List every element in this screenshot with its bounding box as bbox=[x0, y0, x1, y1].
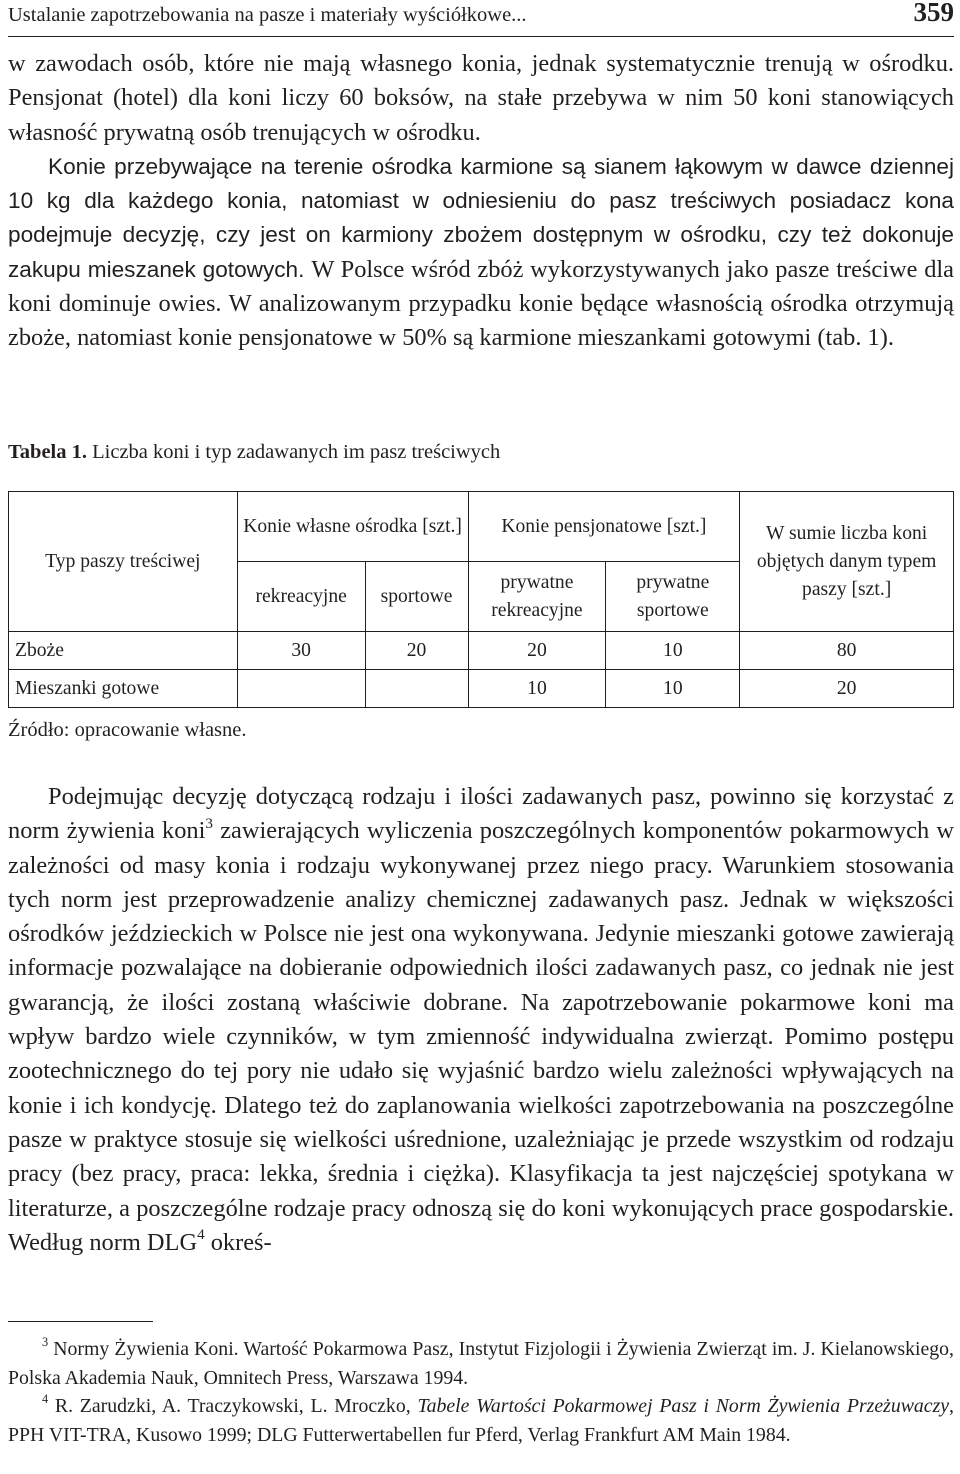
header-private-sport: prywatne sportowe bbox=[606, 562, 740, 632]
header-total: W sumie liczba koni objętych danym typem paszy [szt.] bbox=[740, 492, 954, 632]
table-row bbox=[9, 632, 954, 670]
paragraph-continuation: w zawodach osób, które nie mają własnego konia, jednak systematycznie trenują w ośrodku. Pensjonat (hotel) dla koni liczy 60 boksów, na stałe przebywa w nim 50 koni stanowiących własność prywatną osób trenujących w ośrodku. bbox=[8, 50, 954, 146]
table-container bbox=[8, 491, 954, 708]
paragraph-norms-part-c: okreś- bbox=[204, 1228, 272, 1256]
cell-value: 10 bbox=[606, 670, 740, 708]
footnote-text: Normy Żywienia Koni. Wartość Pokarmowa Pasz, Instytut Fizjologii i Żywienia Zwierząt im. J. Kielanowskiego, Polska Akademia Nauk, Omnitech Press, Warszawa 1994. bbox=[8, 1338, 954, 1389]
upper-text-block bbox=[8, 47, 954, 356]
paragraph-norms-part-b: zawierających wyliczenia poszczególnych komponentów pokarmowych w zależności od masy konia i rodzaju wykonywanej przez niego pracy. Warunkiem stosowania tych norm jest przeprowadzenie analizy chemicznej zadawanych pasz. Jednak w większości ośrodków jeździeckich w Polsce nie jest ona wykonywana. Jedynie mieszanki gotowe zawierają informacje pozwalające na dobieranie odpowiednich ilości zadawanych pasz, co jednak nie jest gwarancją, że ilości zostaną właściwie dobrane. Na zapotrzebowanie pokarmowe koni ma wpływ bardzo wiele czynników, w tym zmienność indywidualna zwierząt. Pomimo postępu zootechnicznego do tej pory nie udało się wyjaśnić bardzo wielu zależności wpływających na konie i ich kondycję. Dlatego też do zaplanowania wielkości zapotrzebowania na poszczególne pasze w praktyce stosuje się wielkości uśrednione, uzależniając je przede wszystkim od rodzaju pracy (bez pracy, praca: lekka, średnia i ciężka). Klasyfikacja ta jest najczęściej spotykana w literaturze, a poszczególne rodzaje pracy odnoszą się do koni wykonujących prace gospodarskie. Według norm DLG bbox=[8, 817, 955, 1256]
header-recreational: rekreacyjne bbox=[237, 562, 365, 632]
cell-value: 30 bbox=[237, 632, 365, 670]
footnote-book-title: Tabele Wartości Pokarmowej Pasz i Norm Żywienia Przeżuwaczy bbox=[417, 1395, 950, 1417]
footnote-publication: , PPH VIT-TRA, Kusowo 1999; DLG Futterwertabellen fur Pferd, Verlag Frankfurt AM Main 1984. bbox=[8, 1395, 954, 1446]
header-sport: sportowe bbox=[365, 562, 468, 632]
cell-type: Mieszanki gotowe bbox=[9, 670, 238, 708]
header-private-recreational: prywatne rekreacyjne bbox=[468, 562, 606, 632]
cell-value: 80 bbox=[740, 632, 954, 670]
data-table bbox=[8, 491, 954, 708]
header-own-horses: Konie własne ośrodka [szt.] bbox=[237, 492, 468, 562]
cell-value: 10 bbox=[606, 632, 740, 670]
footnote-mark: 4 bbox=[42, 1392, 49, 1407]
footnote-authors: R. Zarudzki, A. Traczykowski, L. Mroczko, bbox=[48, 1395, 418, 1417]
running-header bbox=[8, 0, 954, 37]
cell-value: 20 bbox=[365, 632, 468, 670]
footnote-4 bbox=[8, 1392, 954, 1449]
table-caption bbox=[8, 441, 500, 464]
paragraph-norms bbox=[8, 780, 954, 1260]
cell-type: Zboże bbox=[9, 632, 238, 670]
footnotes bbox=[8, 1335, 954, 1449]
lower-text-block bbox=[8, 780, 954, 1260]
paragraph-feeding-sans: Konie przebywające na terenie ośrodka karmione są sianem łąkowym w dawce dziennej 10 kg dla każdego konia, natomiast w odniesieniu do pasz treściwych posiadacz kona podejmuje decyzję, czy jest on karmiony zbożem dostępnym w ośrodku, czy też dokonuje zakupu mieszanek gotowych. bbox=[8, 153, 954, 282]
cell-value: 10 bbox=[468, 670, 606, 708]
footnote-ref-4[interactable]: 4 bbox=[197, 1227, 205, 1244]
cell-value bbox=[365, 670, 468, 708]
paragraph-norms-part-a: Podejmując decyzję dotyczącą rodzaju i ilości zadawanych pasz, powinno się korzystać z norm żywienia koni bbox=[8, 783, 954, 845]
footnote-3 bbox=[8, 1335, 954, 1392]
running-title: Ustalanie zapotrzebowania na pasze i materiały wyściółkowe... bbox=[8, 4, 527, 26]
table-caption-text: Liczba koni i typ zadawanych im pasz treściwych bbox=[87, 441, 501, 463]
page-number: 359 bbox=[913, 0, 954, 27]
table-source: Źródło: opracowanie własne. bbox=[8, 719, 247, 741]
paragraph-feeding bbox=[8, 150, 954, 356]
cell-value: 20 bbox=[740, 670, 954, 708]
cell-value: 20 bbox=[468, 632, 606, 670]
table-row bbox=[9, 670, 954, 708]
table-header-row-1 bbox=[9, 492, 954, 562]
cell-value bbox=[237, 670, 365, 708]
footnote-mark: 3 bbox=[42, 1335, 49, 1350]
footnote-rule bbox=[8, 1321, 153, 1322]
header-type: Typ paszy treściwej bbox=[9, 492, 238, 632]
paragraph-feeding-serif: W Polsce wśród zbóż wykorzystywanych jako pasze treściwe dla koni dominuje owies. W analizowanym przypadku konie będące własnością ośrodka otrzymują zboże, natomiast konie pensjonatowe w 50% są karmione mieszankami gotowymi (tab. 1). bbox=[8, 255, 954, 352]
table-caption-label: Tabela 1. bbox=[8, 441, 87, 463]
header-boarding-horses: Konie pensjonatowe [szt.] bbox=[468, 492, 740, 562]
footnote-ref-3[interactable]: 3 bbox=[205, 815, 213, 832]
